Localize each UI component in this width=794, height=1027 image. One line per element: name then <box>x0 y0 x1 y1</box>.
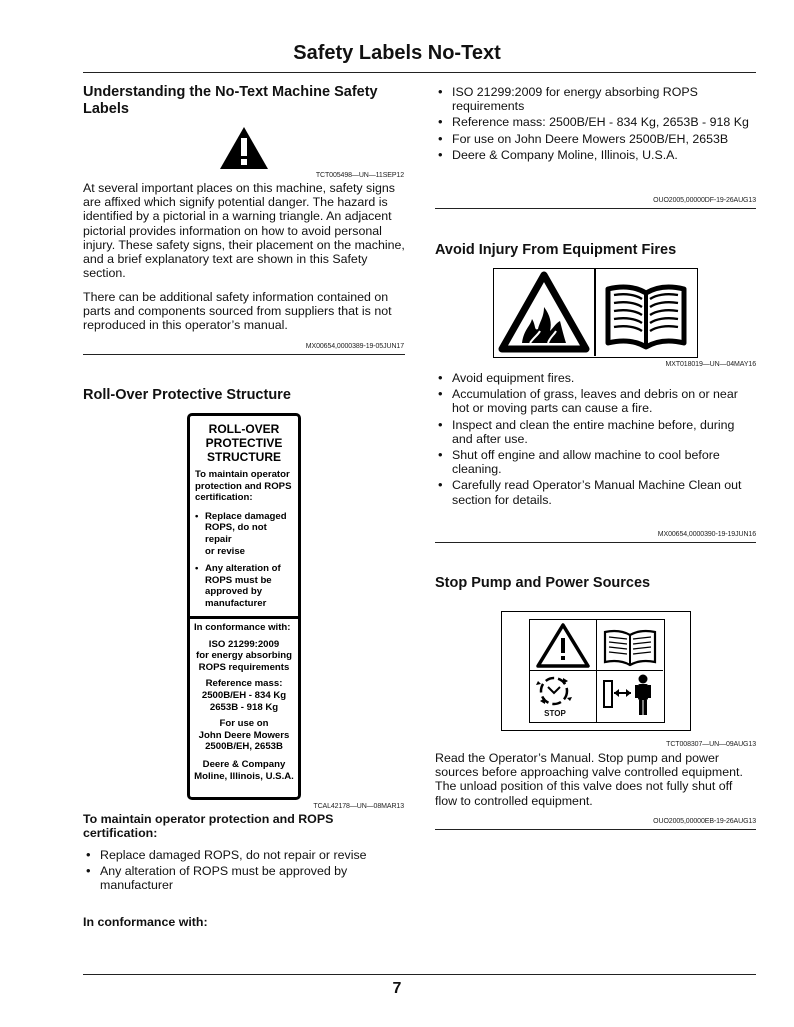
section-heading-rops: Roll-Over Protective Structure <box>83 387 291 403</box>
label-line: or revise <box>205 545 246 557</box>
label-line: ROLL-OVER <box>208 422 280 436</box>
label-line: Reference mass: <box>205 678 283 690</box>
open-book-icon <box>597 620 663 671</box>
rops-bullet-list <box>83 848 393 895</box>
list-item: • ISO 21299:2009 for energy absorbing ROPS requirements <box>435 85 757 113</box>
rops-spec-list <box>435 85 757 164</box>
paragraph: Read the Operator’s Manual. Stop pump and power sources before approaching valve controlled equipment. The unload position of this valve does not fully shut off flow to controlled equipment. <box>435 751 743 808</box>
title-divider <box>83 72 756 73</box>
fire-label-image <box>493 268 698 358</box>
paragraph: There can be additional safety information contained on parts and components sourced from suppliers that is not reproduced in this operator’s manual. <box>83 290 392 333</box>
label-line: In conformance with: <box>194 622 291 633</box>
label-line: 2500B/EH - 834 Kg <box>201 689 287 701</box>
section-divider <box>435 208 756 209</box>
section-heading-stop-pump: Stop Pump and Power Sources <box>435 575 651 591</box>
stop-pump-label-inner <box>529 619 665 723</box>
rotating-parts-icon <box>530 671 597 722</box>
label-line: ISO 21299:2009 <box>208 638 280 650</box>
label-line: for energy absorbing <box>196 650 292 662</box>
doc-reference: MX00654,0000390-19-19JUN16 <box>657 531 756 538</box>
section-divider <box>435 829 756 830</box>
footer-divider <box>83 974 756 975</box>
list-item: • Avoid equipment fires. <box>435 371 757 385</box>
rops-label-image <box>187 413 301 800</box>
paragraph: At several important places on this machine, safety signs are affixed which signify potential danger. The hazard is identified by a pictorial in a warning triangle. An adjacent pictorial provides information on how to avoid personal injury. These safety signs, their placement on the machine, and a brief explanatory text are shown in this Safety section. <box>83 181 405 281</box>
list-item: • Replace damaged ROPS, do not repair or revise <box>83 848 393 862</box>
label-line: 2500B/EH, 2653B <box>205 741 283 753</box>
page-title: Safety Labels No-Text <box>293 42 501 64</box>
label-line: Any alteration of <box>205 563 281 575</box>
label-line: John Deere Mowers <box>198 729 290 741</box>
rops-label-title <box>195 422 293 464</box>
label-line: Deere & Company <box>202 758 286 770</box>
conformance-heading: In conformance with: <box>83 915 208 929</box>
label-line: approved by <box>205 586 263 598</box>
label-line: certification: <box>195 492 253 504</box>
section-divider <box>435 542 756 543</box>
image-reference: TCT008307—UN—09AUG13 <box>666 741 756 748</box>
list-item: • For use on John Deere Mowers 2500B/EH, 2653B <box>435 132 757 146</box>
image-reference: MXT018019—UN—04MAY16 <box>665 361 756 368</box>
rops-label-upper <box>190 416 298 619</box>
open-book-icon <box>596 269 696 356</box>
fire-hazard-icon <box>494 269 596 356</box>
list-item: • Any alteration of ROPS must be approved by manufacturer <box>83 864 393 892</box>
rops-label-iso <box>194 639 294 674</box>
label-line: For use on <box>219 718 269 730</box>
section-heading-no-text-labels: Understanding the No-Text Machine Safety Labels <box>83 84 378 117</box>
section-divider <box>83 354 405 355</box>
label-line: ROPS, do not repair <box>205 522 267 545</box>
list-item: • Deere & Company Moline, Illinois, U.S.A. <box>435 148 757 162</box>
rops-label-company <box>194 759 294 782</box>
stop-pump-label-image <box>501 611 691 731</box>
rops-label-use <box>194 718 294 753</box>
label-line: Replace damaged <box>205 510 287 522</box>
fire-bullet-list <box>435 371 757 509</box>
rops-label-mass <box>194 678 294 713</box>
doc-reference: OUO2005,00000EB-19-26AUG13 <box>653 818 756 825</box>
rops-label-bullet: • Any alteration of ROPS must be approved by manufacturer <box>195 563 293 609</box>
label-line: PROTECTIVE <box>205 436 283 450</box>
list-item: • Shut off engine and allow machine to cool before cleaning. <box>435 448 757 476</box>
section-heading-fires: Avoid Injury From Equipment Fires <box>435 242 677 258</box>
label-line: ROPS requirements <box>198 661 290 673</box>
rops-subheading: To maintain operator protection and ROPS certification: <box>83 812 334 841</box>
label-line: STRUCTURE <box>207 450 281 464</box>
doc-reference: OUO2005,00000DF-19-26AUG13 <box>653 197 756 204</box>
list-item: • Reference mass: 2500B/EH - 834 Kg, 2653B - 918 Kg <box>435 115 757 129</box>
warning-triangle-icon <box>530 620 597 671</box>
rops-label-lower <box>190 622 298 782</box>
rops-label-bullet: • Replace damaged ROPS, do not repair or revise <box>195 511 293 557</box>
rops-label-divider <box>190 616 298 619</box>
list-item: • Carefully read Operator’s Manual Machine Clean out section for details. <box>435 478 757 506</box>
warning-triangle-icon <box>218 125 270 171</box>
stop-sign-label: STOP <box>544 709 566 718</box>
doc-reference: MX00654,0000389-19-05JUN17 <box>305 343 404 350</box>
image-reference: TCAL42178—UN—08MAR13 <box>313 803 404 810</box>
list-item: • Inspect and clean the entire machine before, during and after use. <box>435 418 757 446</box>
page-number: 7 <box>392 980 402 997</box>
label-line: To maintain operator <box>195 469 290 480</box>
person-icon <box>597 671 663 722</box>
list-item: • Accumulation of grass, leaves and debris on or near hot or moving parts can cause a fire. <box>435 387 757 415</box>
label-line: protection and ROPS <box>195 480 292 492</box>
label-line: ROPS must be <box>205 574 272 586</box>
rops-label-intro <box>195 469 293 504</box>
label-line: 2653B - 918 Kg <box>209 701 279 713</box>
image-reference: TCT005498—UN—11SEP12 <box>315 172 404 179</box>
label-line: manufacturer <box>205 597 267 609</box>
label-line: Moline, Illinois, U.S.A. <box>194 770 294 782</box>
